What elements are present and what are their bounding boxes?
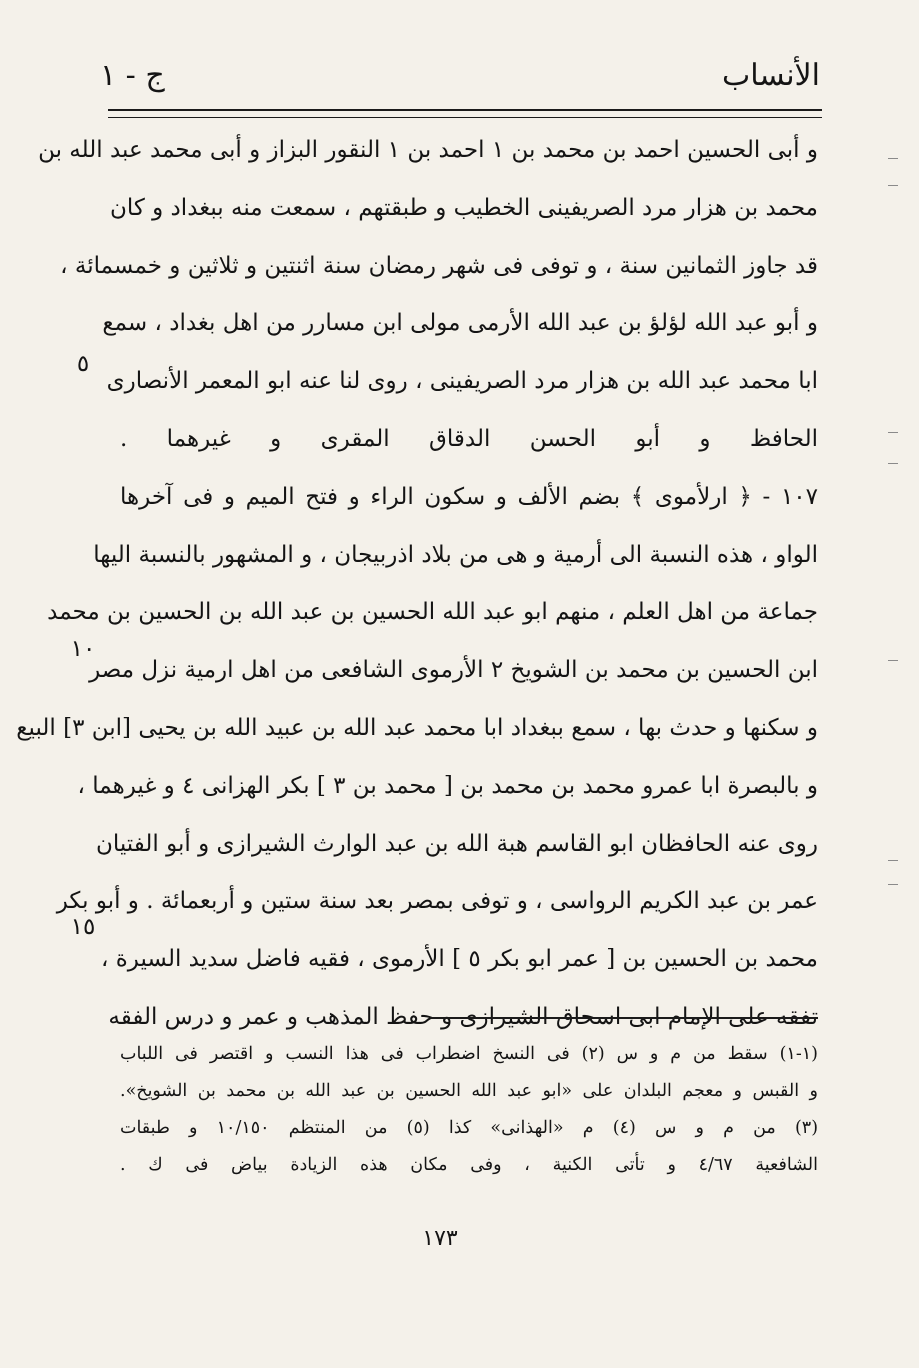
text-line: روى عنه الحافظان ابو القاسم هبة الله بن عبد الوارث الشيرازى و أبو الفتيان xyxy=(95,830,818,857)
footnote-line: (٣) من م و س (٤) م «الهذانى» كذا (٥) من المنتظم ١٠/١٥٠ و طبقات xyxy=(120,1118,819,1138)
header-rule-bottom xyxy=(108,117,822,118)
text-line: تفقه على الإمام ابى اسحاق الشيرازى و حفظ المذهب و عمر و درس الفقه xyxy=(108,1003,818,1030)
text-line: و سكنها و حدث بها ، سمع ببغداد ابا محمد عبد الله بن عبيد الله بن يحيى [ابن ٣] البيع xyxy=(16,714,818,741)
footnote-line: و القبس و معجم البلدان على «ابو عبد الله الحسين بن عبد الله بن محمد بن الشويخ». xyxy=(120,1081,818,1101)
running-header-volume: ج - ١ xyxy=(100,58,165,93)
line-number-10: ١٠ xyxy=(70,636,96,662)
footnote-line: (١-١) سقط من م و س (٢) فى النسخ اضطراب فى هذا النسب و اقتصر فى اللباب xyxy=(120,1044,818,1064)
running-header-title: الأنساب xyxy=(722,58,820,93)
margin-mark xyxy=(888,463,898,464)
text-line: و أبو عبد الله لؤلؤ بن عبد الله الأرمى مولى ابن مسارر من اهل بغداد ، سمع xyxy=(102,310,818,337)
margin-mark xyxy=(888,660,898,661)
footnote-line: الشافعية ٤/٦٧ و تأتى الكنية ، وفى مكان هذه الزيادة بياض فى ك . xyxy=(120,1155,818,1175)
text-line: الحافظ و أبو الحسن الدقاق المقرى و غيرهما . xyxy=(120,425,818,452)
text-line: قد جاوز الثمانين سنة ، و توفى فى شهر رمضان سنة اثنتين و ثلاثين و خمسمائة ، xyxy=(60,252,818,279)
text-line: ١٠٧ - ﴿ ارلأموى ﴾ بضم الألف و سكون الراء و فتح الميم و فى آخرها xyxy=(120,483,818,510)
text-line: جماعة من اهل العلم ، منهم ابو عبد الله الحسين بن عبد الله بن الحسين بن محمد xyxy=(47,599,818,626)
line-number-15: ١٥ xyxy=(70,914,96,940)
text-line: ابا محمد عبد الله بن هزار مرد الصريفينى ، روى لنا عنه ابو المعمر الأنصارى xyxy=(106,368,818,395)
text-line: ابن الحسين بن محمد بن الشويخ ٢ الأرموى الشافعى من اهل ارمية نزل مصر xyxy=(89,657,818,684)
text-line: عمر بن عبد الكريم الرواسى ، و توفى بمصر بعد سنة ستين و أربعمائة . و أبو بكر xyxy=(56,888,818,915)
margin-mark xyxy=(888,185,898,186)
text-line: محمد بن الحسين بن [ عمر ابو بكر ٥ ] الأرموى ، فقيه فاضل سديد السيرة ، xyxy=(101,946,818,973)
text-line: محمد بن هزار مرد الصريفينى الخطيب و طبقتهم ، سمعت منه ببغداد و كان xyxy=(109,194,818,221)
margin-mark xyxy=(888,860,898,861)
text-line: و بالبصرة ابا عمرو محمد بن محمد بن [ محمد بن ٣ ] بكر الهزانى ٤ و غيرهما ، xyxy=(77,772,818,799)
text-line: الواو ، هذه النسبة الى أرمية و هى من بلاد اذربيجان ، و المشهور بالنسبة اليها xyxy=(93,541,818,568)
margin-mark xyxy=(888,884,898,885)
footnotes xyxy=(120,1036,818,1184)
footnote-rule xyxy=(430,1017,818,1019)
margin-mark xyxy=(888,158,898,159)
header-rule-top xyxy=(108,109,822,111)
text-line: و أبى الحسين احمد بن محمد بن ١ احمد بن ١ النقور البزاز و أبى محمد عبد الله بن xyxy=(38,137,818,163)
line-number-5: ٥ xyxy=(76,351,90,377)
margin-mark xyxy=(888,432,898,433)
page-number: ١٧٣ xyxy=(422,1226,458,1251)
